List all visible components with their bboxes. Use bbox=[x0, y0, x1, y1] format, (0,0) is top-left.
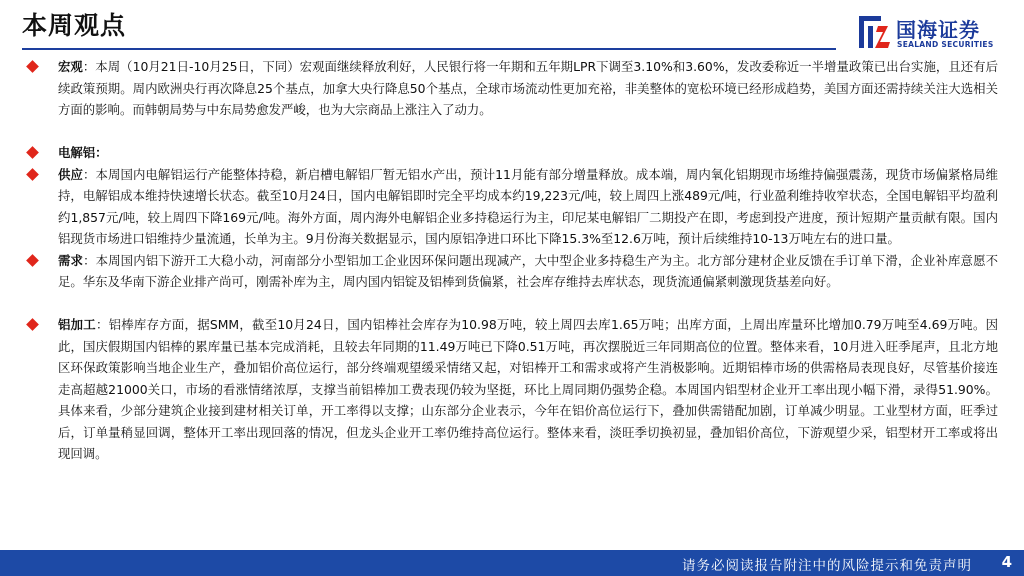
section-electrolytic-aluminum bbox=[28, 142, 998, 164]
section-text: ：本周国内电解铝运行产能整体持稳，新启槽电解铝厂暂无铝水产出，预计11月能有部分增量释放。成本端，周内氧化铝期现市场维持偏强震荡，现货市场偏紧格局维持，电解铝成本维持快速增长状态。截至10月24日，国内电解铝即时完全平均成本约19,223元/吨，较上周四上涨489元/吨，行业盈利维持收窄状态，全国电解铝平均盈利约1,857元/吨，较上周四下降169元/吨。海外方面，周内海外电解铝企业多持稳运行为主，印尼某电解铝厂二期投产在即，考虑到投产进度，预计短期产量贡献有限。国内铝现货市场进口铝维持少量流通，长单为主。9月份海关数据显示，国内原铝净进口环比下降15.3%至12.6万吨，预计后续维持10-13万吨左右的进口量。 bbox=[58, 166, 999, 246]
section-label: 供应 bbox=[58, 166, 83, 182]
company-logo bbox=[858, 12, 1008, 54]
spacer bbox=[28, 121, 998, 143]
diamond-bullet-icon bbox=[26, 146, 39, 159]
section-text: ：本周（10月21日-10月25日，下同）宏观面继续释放利好，人民银行将一年期和五年期LPR下调至3.10%和3.60%，发改委称近一半增量政策已出台实施，且还有后续政策预期。周内欧洲央行再次降息25个基点，加拿大央行降息50个基点，全球市场流动性更加充裕，非美整体的宽松环境已经形成趋势，美国方面还需持续关注大选相关方面的影响。而韩朝局势与中东局势愈发严峻，也为大宗商品上涨注入了动力。 bbox=[58, 59, 998, 117]
diamond-bullet-icon bbox=[26, 318, 39, 331]
section-label: 铝加工 bbox=[58, 317, 96, 332]
section-label: 宏观 bbox=[58, 59, 83, 74]
diamond-bullet-icon bbox=[26, 254, 39, 267]
sealand-logo-icon bbox=[858, 12, 892, 52]
report-content bbox=[28, 56, 998, 465]
section-demand bbox=[28, 250, 998, 293]
spacer bbox=[28, 293, 998, 315]
section-macro bbox=[28, 56, 998, 121]
diamond-bullet-icon bbox=[26, 60, 39, 73]
section-label: 电解铝： bbox=[58, 145, 108, 160]
risk-disclaimer: 请务必阅读报告附注中的风险提示和免责声明 bbox=[682, 558, 972, 574]
page-title: 本周观点 bbox=[22, 11, 127, 40]
section-label: 需求 bbox=[58, 252, 84, 268]
section-text: ：本周国内铝下游开工大稳小动，河南部分小型铝加工企业因环保问题出现减产，大中型企业多持稳生产为主。北方部分建材企业反馈在手订单下滑，企业补库意愿不足。华东及华南下游企业排产尚可，刚需补库为主，周内国内铝锭及铝棒到货偏紧，社会库存维持去库状态，现货流通偏紧刺激现货基差向好。 bbox=[58, 252, 999, 289]
section-text: ：铝棒库存方面，据SMM，截至10月24日，国内铝棒社会库存为10.98万吨，较上周四去库1.65万吨；出库方面，上周出库量环比增加0.79万吨至4.69万吨。因此，国庆假期国内铝棒的累库量已基本完成消耗，且较去年同期的11.49万吨已下降0.51万吨，再次摆脱近三年同期高位的位置。整体来看，10月进入旺季尾声，且北方地区环保政策影响当地企业生产，叠加铝价高位运行，部分终端观望缓采情绪又起，对铝棒开工和需求或将产生消极影响。近期铝棒市场的供需格局表现良好，尽管基价接连走高超越21000关口，市场的看涨情绪浓厚，支撑当前铝棒加工费表现仍较为坚挺，环比上周同期仍强势企稳。本周国内铝型材企业开工率出现小幅下滑，录得51.90%。具体来看，少部分建筑企业接到建材相关订单，开工率得以支撑；山东部分企业表示，今年在铝价高位运行下，叠加供需错配加剧，订单减少明显。工业型材方面，旺季过后，订单量稍显回调，整体开工率出现回落的情况，但龙头企业开工率仍维持高位运行。整体来看，淡旺季切换初显，叠加铝价高位，下游观望少采，铝型材开工率或将出现回调。 bbox=[58, 317, 998, 461]
section-supply bbox=[28, 164, 998, 250]
footer-bar bbox=[0, 550, 1024, 576]
section-aluminum-processing bbox=[28, 314, 998, 465]
page-number: 4 bbox=[1001, 553, 1012, 571]
diamond-bullet-icon bbox=[26, 168, 39, 181]
logo-chinese-text: 国海证券 bbox=[896, 18, 980, 42]
logo-english-text: SEALAND SECURITIES bbox=[897, 40, 994, 49]
title-divider bbox=[22, 48, 836, 50]
